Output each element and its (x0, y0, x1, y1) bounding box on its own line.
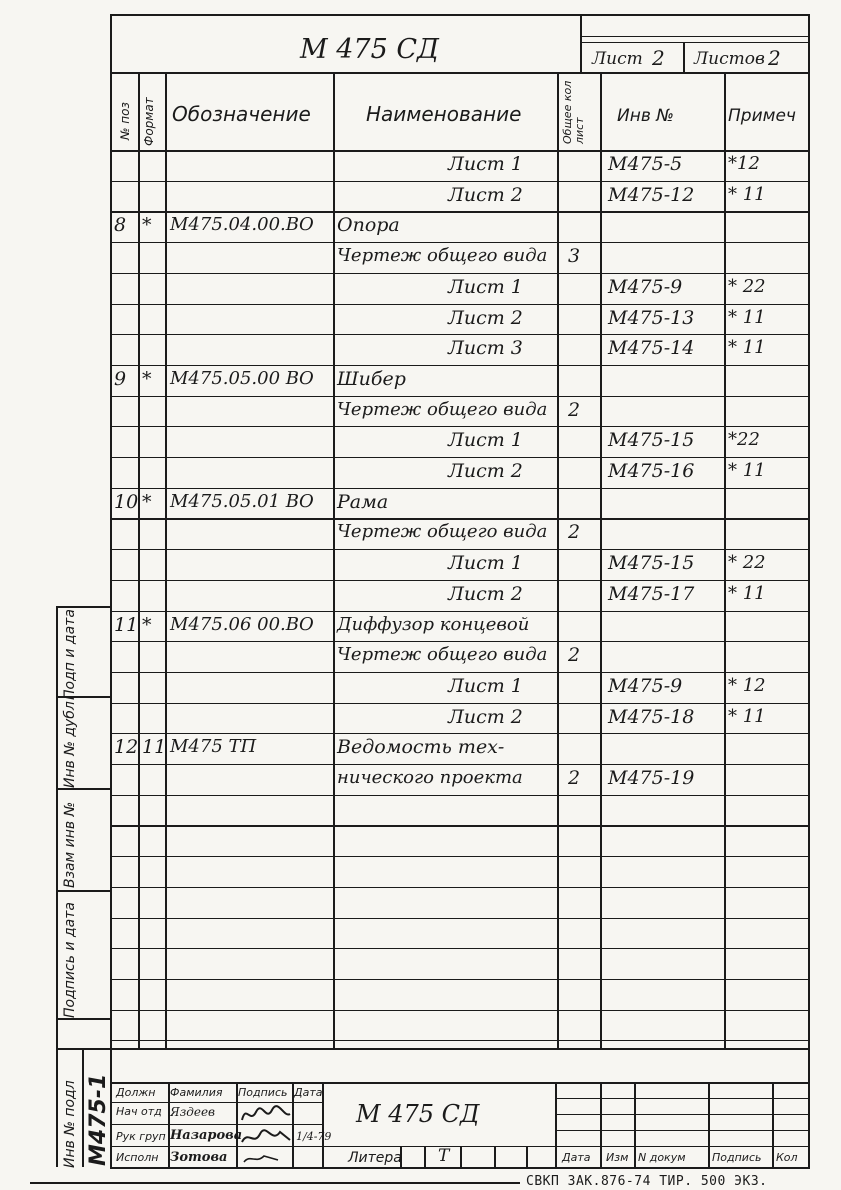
cell-qty: 2 (568, 767, 581, 789)
cell-designation: М475.05.00 ВО (170, 367, 314, 389)
row-line-5 (110, 304, 808, 305)
cell-note: * 11 (728, 460, 766, 481)
header-note: Примеч (728, 106, 796, 126)
cell-pos: 11 (114, 613, 139, 636)
row-line-20 (110, 764, 808, 765)
tb-surname-1: Яздеев (170, 1105, 216, 1119)
cell-note: * 11 (728, 705, 766, 727)
row-line-10 (110, 457, 808, 458)
cell-qty: 2 (568, 521, 581, 544)
row-line-6 (110, 334, 808, 335)
row-line-24 (110, 887, 808, 888)
cell-name: Лист 2 (448, 183, 523, 206)
row-line-9 (110, 426, 808, 427)
cell-qty: 2 (568, 644, 581, 667)
strip-h-2 (56, 890, 110, 892)
frame-right (808, 14, 810, 1167)
cell-format: * (142, 367, 152, 390)
cell-inv: М475-15 (608, 552, 695, 575)
cell-qty: 2 (568, 398, 581, 421)
cell-note: * 11 (728, 582, 766, 604)
tb-v6 (600, 1082, 602, 1167)
cell-name: Лист 2 (448, 460, 523, 482)
header-bottom (110, 72, 808, 74)
cell-inv: М475-14 (608, 337, 695, 360)
side-label-sign-date: Подпись и дата (62, 902, 78, 1018)
tb-surname-2: Назарова (170, 1128, 243, 1143)
tb-surname-3: Зотова (170, 1150, 228, 1165)
cell-name: Лист 1 (448, 552, 523, 575)
tb-doc-code: М 475 СД (356, 1100, 480, 1128)
tb-grid-3 (555, 1130, 808, 1131)
row-line-14 (110, 580, 808, 581)
frame-top (110, 14, 810, 16)
cell-pos: 8 (114, 214, 127, 237)
tb-grid-1 (555, 1098, 808, 1099)
tb-bottom-4: Кол (776, 1151, 798, 1164)
tb-surname-header: Фамилия (170, 1086, 223, 1099)
side-doc-number: М475-1 (86, 1073, 111, 1166)
strip-left (56, 606, 58, 1167)
hdr-v1 (580, 14, 582, 74)
side-label-vzam: Взам инв № (62, 801, 78, 888)
cell-name: Шибер (337, 367, 406, 390)
tb-v11 (424, 1146, 426, 1167)
tb-v9 (772, 1082, 774, 1167)
cell-name: Лист 1 (448, 153, 523, 175)
cell-pos: 12 (114, 736, 139, 759)
cell-inv: М475-13 (608, 306, 695, 329)
sheets-number: 2 (768, 46, 781, 70)
col-line-4 (600, 72, 602, 1048)
tb-v13 (494, 1146, 496, 1167)
tb-signature-header: Подпись (238, 1086, 288, 1099)
cell-inv: М475-18 (608, 705, 695, 728)
row-line-28 (110, 1010, 808, 1011)
strip-h-1 (56, 788, 110, 790)
tb-bottom-1: Изм (606, 1151, 629, 1164)
cell-pos: 10 (114, 490, 139, 513)
cell-format: * (142, 613, 152, 636)
hdr-h2 (580, 42, 810, 43)
cell-note: * 22 (728, 275, 766, 297)
strip-h-3 (56, 1018, 110, 1020)
tb-v8 (708, 1082, 710, 1167)
row-line-19 (110, 733, 808, 734)
header-qty: Общее кол лист (561, 80, 586, 144)
tb-bottom-2: N докум (638, 1151, 686, 1164)
row-line-13 (110, 549, 808, 550)
rows-bottom (110, 1048, 808, 1050)
cell-pos: 9 (114, 367, 127, 390)
row-line-23 (110, 856, 808, 857)
tb-role-2: Рук груп (116, 1130, 166, 1143)
cell-designation: М475.04.00.ВО (170, 214, 314, 236)
sheet-label: Лист (592, 49, 643, 69)
row-line-21 (110, 795, 808, 796)
hdr-v2 (683, 42, 685, 74)
cell-name: Диффузор концевой (337, 613, 530, 635)
cell-name: Лист 2 (448, 306, 523, 329)
row-line-27 (110, 979, 808, 980)
tb-bottom-3: Подпись (712, 1151, 762, 1164)
cell-inv: М475-19 (608, 767, 695, 789)
doc-title: М 475 СД (300, 34, 439, 65)
tb-v12 (460, 1146, 462, 1167)
cell-name: Лист 1 (448, 674, 523, 697)
row-line-3 (110, 242, 808, 243)
col-line-5 (724, 72, 726, 1048)
cell-inv: М475-12 (608, 183, 695, 206)
tb-litera-value: Т (438, 1146, 450, 1166)
tb-v14 (526, 1146, 528, 1167)
tb-v5 (555, 1082, 557, 1167)
row-line-15 (110, 611, 808, 612)
row-line-12 (110, 518, 808, 519)
sheet-number: 2 (652, 46, 665, 70)
cell-name: Ведомость тех- (337, 736, 505, 759)
row-line-7 (110, 365, 808, 366)
cell-name: Лист 2 (448, 705, 523, 728)
tb-date-2: 1/4-79 (296, 1130, 332, 1143)
row-line-2 (110, 211, 808, 212)
col-line-3 (557, 72, 559, 1048)
cell-name: Чертеж общего вида (337, 245, 548, 267)
cell-format: 11 (142, 736, 167, 759)
cell-note: * 11 (728, 337, 766, 359)
row-line-8 (110, 396, 808, 397)
tb-date-header: Дата (294, 1086, 323, 1099)
cell-name: Лист 3 (448, 337, 523, 360)
row-line-17 (110, 672, 808, 673)
cell-name: Лист 2 (448, 582, 523, 605)
cell-qty: 3 (568, 245, 581, 268)
tb-role-0: Должн (116, 1086, 156, 1099)
cell-name: Опора (337, 214, 400, 237)
cell-note: *12 (728, 153, 760, 174)
footer-divider (30, 1182, 520, 1184)
cell-note: *22 (728, 429, 760, 451)
cell-name: нического проекта (337, 767, 523, 788)
cell-format: * (142, 214, 152, 237)
row-line-1 (110, 181, 808, 182)
tb-role-3: Исполн (116, 1151, 159, 1164)
cell-name: Лист 1 (448, 275, 523, 298)
cell-name: Лист 1 (448, 429, 523, 452)
strip-top (56, 606, 110, 608)
tb-top (110, 1082, 808, 1084)
col-line-2 (333, 72, 335, 1048)
signature-icon (238, 1100, 298, 1170)
row-line-11 (110, 488, 808, 489)
header-format: Формат (142, 97, 156, 146)
cell-name: Чертеж общего вида (337, 398, 548, 420)
cell-designation: М475 ТП (170, 736, 257, 758)
side-label-inv-dubl: Инв № дубл (62, 701, 78, 788)
row-line-4 (110, 273, 808, 274)
cell-note: * 12 (728, 674, 766, 696)
cell-inv: М475-5 (608, 153, 683, 175)
cell-designation: М475.05.01 ВО (170, 490, 314, 512)
row-line-16 (110, 641, 808, 642)
side-label-podp-date: Подп и дата (62, 609, 78, 700)
header-pos: № поз (118, 102, 132, 140)
row-line-18 (110, 703, 808, 704)
tb-h3 (110, 1146, 808, 1147)
frame-left (110, 14, 112, 1167)
row-line-22 (110, 825, 808, 826)
header-designation: Обозначение (172, 102, 311, 126)
tb-role-1: Нач отд (116, 1105, 162, 1118)
footer-print-info: СВКП ЗАК.876-74 ТИР. 500 ЭКЗ. (526, 1174, 768, 1189)
cell-inv: М475-9 (608, 275, 683, 298)
sheets-label: Листов (694, 49, 765, 69)
strip-mid (82, 1048, 84, 1167)
cell-name: Чертеж общего вида (337, 521, 548, 543)
cell-note: * 11 (728, 306, 766, 328)
side-label-inv-podl: Инв № подл (62, 1080, 78, 1168)
tb-bottom-0: Дата (562, 1151, 591, 1164)
tb-grid-2 (555, 1114, 808, 1115)
cell-note: * 11 (728, 183, 766, 205)
cell-designation: М475.06 00.ВО (170, 613, 314, 635)
tb-v7 (634, 1082, 636, 1167)
cell-inv: М475-17 (608, 582, 695, 605)
tb-litera-label: Литера (348, 1150, 402, 1166)
cell-note: * 22 (728, 552, 766, 574)
cell-name: Рама (337, 490, 389, 513)
frame-bottom (110, 1167, 810, 1169)
col-line-0 (138, 72, 140, 1048)
cell-format: * (142, 490, 152, 513)
col-line-1 (165, 72, 167, 1048)
hdr-h1 (580, 36, 810, 37)
cell-inv: М475-15 (608, 429, 695, 452)
row-line-29 (110, 1040, 808, 1041)
cell-inv: М475-9 (608, 674, 683, 697)
colheader-bottom (110, 150, 808, 152)
cell-inv: М475-16 (608, 460, 695, 482)
cell-name: Чертеж общего вида (337, 644, 548, 666)
header-inv: Инв № (617, 106, 674, 126)
header-name: Наименование (366, 102, 522, 126)
row-line-25 (110, 918, 808, 919)
row-line-26 (110, 948, 808, 949)
